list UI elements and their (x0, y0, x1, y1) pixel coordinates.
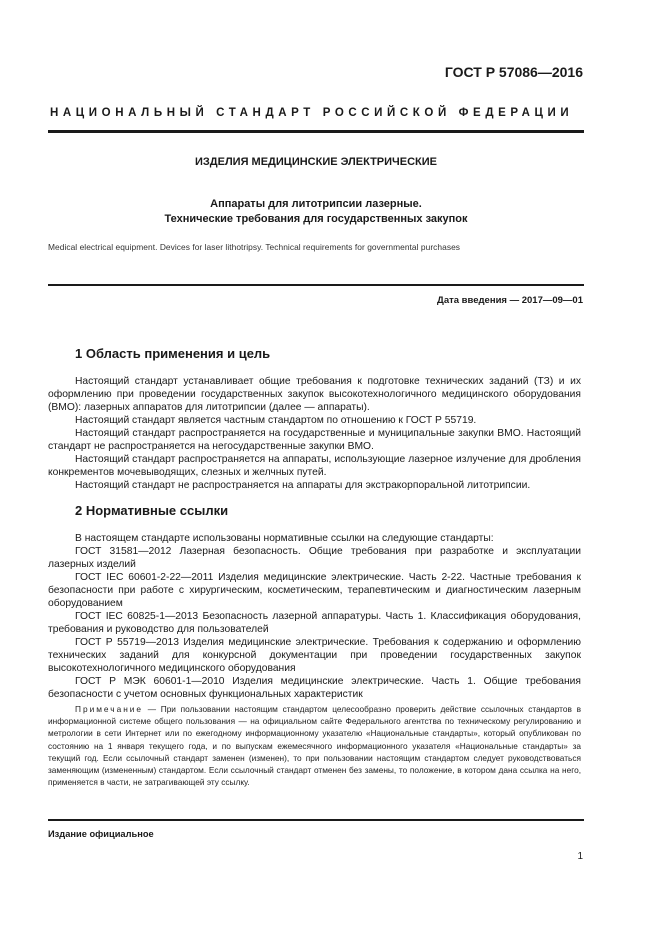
section-1-heading: 1 Область применения и цель (75, 346, 271, 361)
note (48, 703, 581, 788)
national-standard-title: НАЦИОНАЛЬНЫЙ СТАНДАРТ РОССИЙСКОЙ ФЕДЕРАЦИИ (50, 107, 574, 119)
paragraph: Настоящий стандарт устанавливает общие требования к подготовке технических заданий (ТЗ) и их оформлению при проведении государственных закупок высокотехнологичного медицинского оборудования (ВМО): лазерных аппаратов для литотрипсии (далее — аппараты). (48, 376, 581, 413)
paragraph: Настоящий стандарт является частным стандартом по отношению к ГОСТ Р 55719. (75, 415, 477, 426)
introduction-date: Дата введения — 2017—09—01 (437, 295, 583, 306)
document-subtitle-line1: Аппараты для литотрипсии лазерные. (210, 198, 422, 210)
reference-item: ГОСТ 31581—2012 Лазерная безопасность. Общие требования при разработке и эксплуатации лазерных изделий (48, 546, 581, 570)
document-title: ИЗДЕЛИЯ МЕДИЦИНСКИЕ ЭЛЕКТРИЧЕСКИЕ (194, 156, 438, 168)
note-text: — При пользовании настоящим стандартом целесообразно проверить действие ссылочных стандартов в информационной системе общего пользования — на официальном сайте Федерального агентства по техническому регулированию и метрологии в сети Интернет или по ежегодному информационному указателю «Национальные стандарты», который опубликован по состоянию на 1 января текущего года, и по выпускам ежемесячного информационного указателя «Национальные стандарты» за текущий год. Если ссылочный стандарт заменен (изменен), то при пользовании настоящим стандартом следует руководствоваться заменяющим (измененным) стандартом. Если ссылочный стандарт отменен без замены, то положение, в котором дана ссылка на него, применяется в части, не затрагивающей эту ссылку. (48, 704, 581, 788)
paragraph: Настоящий стандарт распространяется на государственные и муниципальные закупки ВМО. Настоящий стандарт не распространяется на негосударственные закупки ВМО. (48, 428, 581, 452)
reference-item: ГОСТ Р 55719—2013 Изделия медицинские электрические. Требования к содержанию и оформлению технических заданий для конкурсной документации при проведении государственных закупок высокотехнологичного медицинского оборудования (48, 637, 581, 674)
section-2-body (48, 532, 581, 701)
paragraph: Настоящий стандарт не распространяется на аппараты для экстракорпоральной литотрипсии. (75, 480, 531, 491)
note-label: Примечание (75, 704, 144, 714)
standard-number: ГОСТ Р 57086—2016 (444, 64, 583, 80)
english-title: Medical electrical equipment. Devices for laser lithotripsy. Technical requirements for governmental purchases (48, 242, 461, 252)
section-1-body (48, 375, 581, 492)
paragraph: В настоящем стандарте использованы нормативные ссылки на следующие стандарты: (75, 533, 494, 544)
header-divider (48, 130, 584, 133)
page-number: 1 (577, 851, 583, 862)
reference-item: ГОСТ IEC 60825-1—2013 Безопасность лазерной аппаратуры. Часть 1. Классификация оборудования, требования и руководство для пользователей (48, 611, 581, 635)
reference-item: ГОСТ IEC 60601-2-22—2011 Изделия медицинские электрические. Часть 2-22. Частные требования к безопасности при работе с хирургическим, косметическим, терапевтическим и диагностическим лазерным оборудованием (48, 572, 581, 609)
document-subtitle-line2: Технические требования для государственных закупок (164, 213, 468, 225)
section-2-heading: 2 Нормативные ссылки (75, 503, 229, 518)
official-edition-label: Издание официальное (48, 829, 154, 839)
reference-item: ГОСТ Р МЭК 60601-1—2010 Изделия медицинские электрические. Часть 1. Общие требования безопасности с учетом основных функциональных характеристик (48, 676, 581, 700)
footer-divider (48, 819, 584, 821)
title-divider (48, 284, 584, 286)
paragraph: Настоящий стандарт распространяется на аппараты, использующие лазерное излучение для дробления конкрементов мочевыводящих, слезных и желчных путей. (48, 454, 581, 478)
